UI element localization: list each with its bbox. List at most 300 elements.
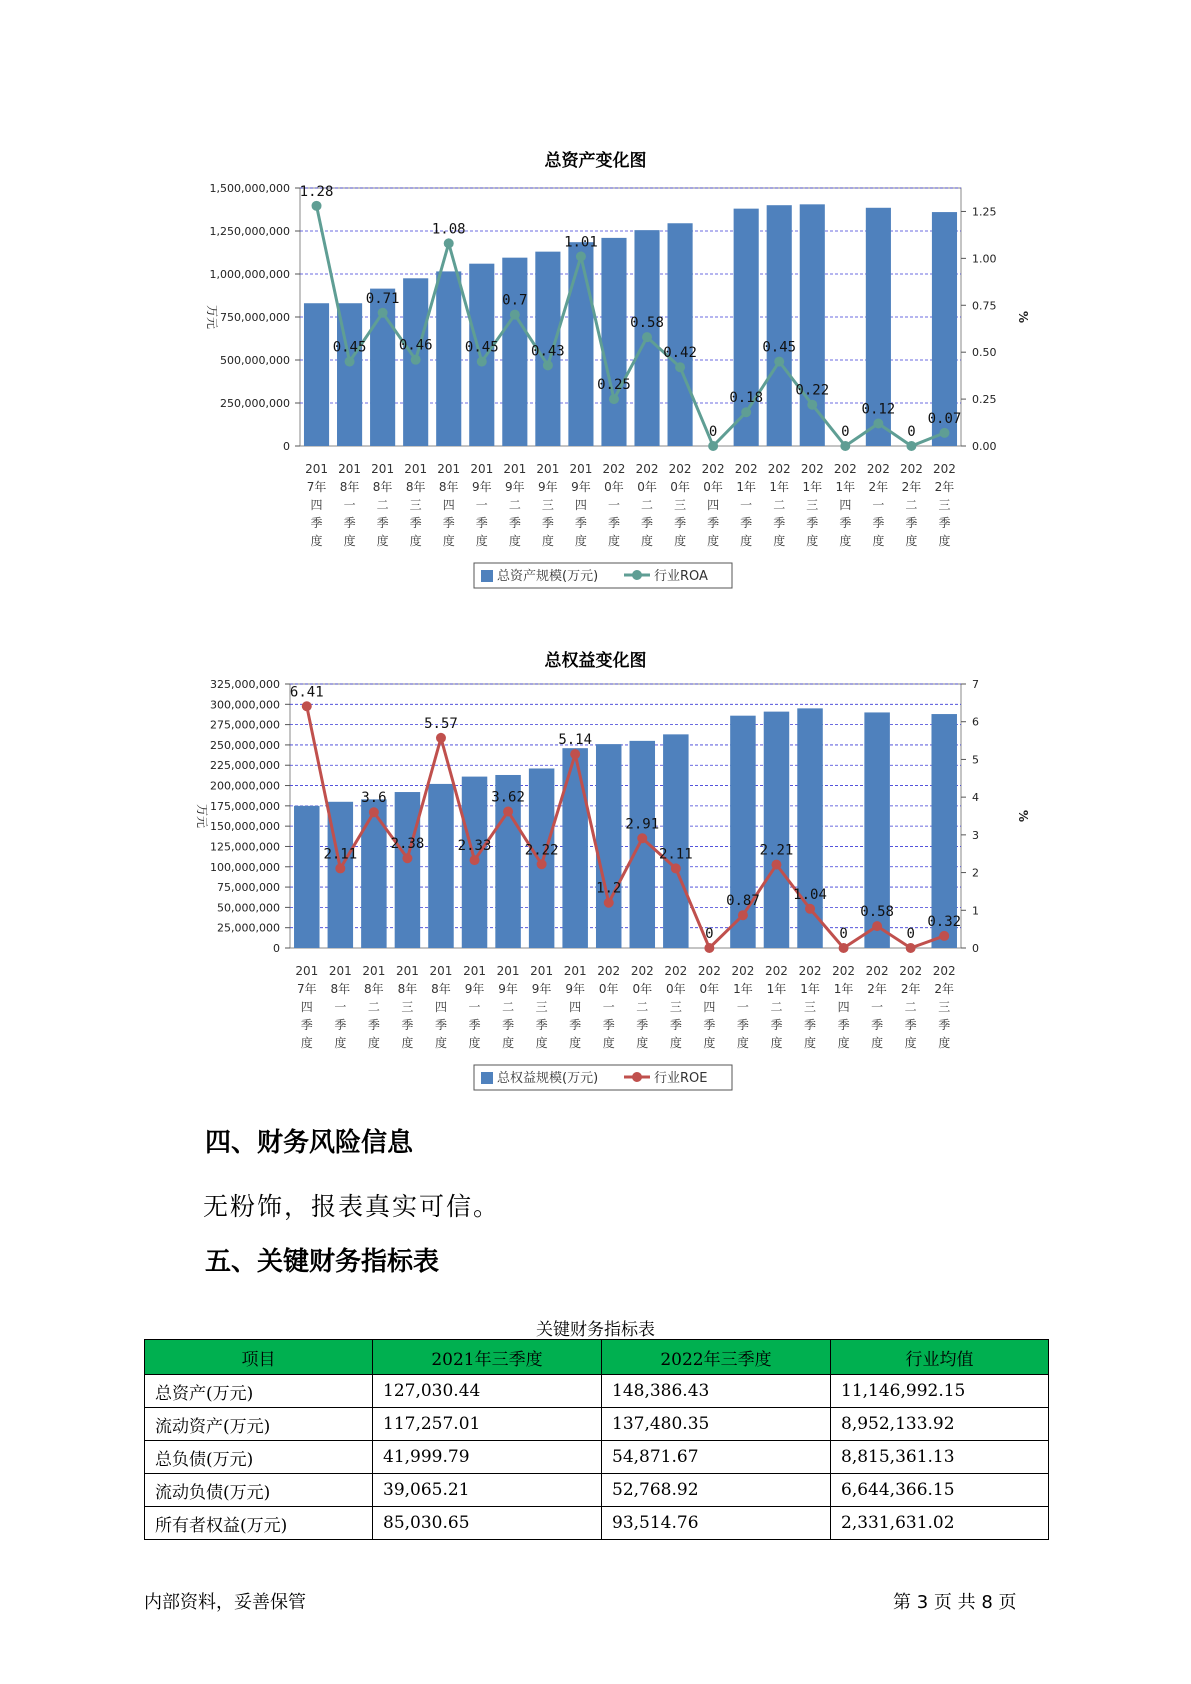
- x-tick-part: 季: [343, 516, 356, 530]
- x-tick-part: 201: [463, 964, 486, 978]
- line-point: [906, 441, 916, 451]
- cell: 8,952,133.92: [831, 1408, 1049, 1441]
- x-tick-part: 季: [674, 516, 687, 530]
- x-tick-part: 季: [376, 516, 389, 530]
- x-tick-part: 7年: [296, 982, 317, 996]
- x-tick-part: 四: [300, 1000, 313, 1014]
- legend-bar-label: 总权益规模(万元): [497, 1071, 599, 1086]
- x-tick-part: 9年: [471, 480, 492, 494]
- line-point: [906, 943, 916, 953]
- x-tick-part: 三: [669, 1000, 682, 1014]
- x-tick-part: 201: [338, 462, 362, 476]
- x-tick-part: 9年: [538, 480, 558, 494]
- x-tick-part: 2年: [934, 480, 955, 494]
- y-tick-label: 25,000,000: [217, 921, 280, 935]
- y-tick-label: 250,000,000: [220, 397, 290, 410]
- y-tick-label: 150,000,000: [210, 820, 280, 834]
- x-tick-part: 201: [437, 462, 461, 476]
- total-equity-chart: [0, 676, 1191, 1096]
- data-label: 0.22: [795, 382, 830, 399]
- x-tick-part: 202: [597, 964, 621, 978]
- x-tick-part: 季: [904, 1018, 917, 1032]
- x-tick-part: 二: [905, 498, 918, 512]
- x-tick-part: 度: [872, 534, 885, 548]
- x-tick-part: 202: [798, 964, 822, 978]
- x-tick-part: 度: [434, 1036, 447, 1050]
- data-label: 0.45: [762, 339, 797, 356]
- x-tick-part: 度: [343, 534, 356, 548]
- data-label: 0.32: [927, 913, 962, 930]
- line-point: [704, 943, 714, 953]
- bar: [596, 744, 621, 948]
- x-tick-part: 度: [674, 534, 687, 548]
- x-tick-label: [404, 462, 427, 548]
- table-header-row: [145, 1340, 1049, 1375]
- data-label: 0.45: [464, 339, 499, 356]
- x-tick-label: [329, 964, 352, 1050]
- x-tick-label: [597, 964, 620, 1050]
- data-label: 1.01: [564, 234, 598, 251]
- line-point: [345, 357, 355, 367]
- y-tick-label: 325,000,000: [210, 678, 280, 691]
- table-row: [145, 1441, 1049, 1474]
- data-label: 0.07: [927, 410, 962, 427]
- x-tick-label: [497, 964, 520, 1050]
- x-tick-part: 度: [773, 534, 786, 548]
- y-tick-label: 500,000,000: [220, 354, 290, 367]
- x-tick-part: 季: [669, 1018, 682, 1032]
- data-label: 1.2: [596, 880, 622, 897]
- cell: 137,480.35: [602, 1408, 831, 1441]
- x-tick-part: 202: [697, 964, 721, 978]
- bar: [668, 223, 693, 446]
- x-tick-part: 9年: [498, 982, 518, 996]
- x-tick-part: 度: [300, 1036, 313, 1050]
- bar: [436, 271, 461, 446]
- line-point: [470, 855, 480, 865]
- data-label: 2.21: [759, 842, 794, 859]
- x-tick-part: 四: [442, 498, 455, 512]
- x-tick-label: [636, 462, 659, 548]
- x-tick-part: 202: [899, 964, 923, 978]
- x-tick-part: 201: [371, 462, 395, 476]
- x-tick-part: 9年: [565, 982, 585, 996]
- cell: 8,815,361.13: [831, 1441, 1049, 1474]
- x-tick-label: [867, 462, 890, 548]
- row-label: 流动资产(万元): [145, 1408, 373, 1441]
- x-tick-part: 季: [535, 1018, 548, 1032]
- data-label: 2.38: [390, 836, 425, 853]
- x-tick-part: 度: [804, 1036, 817, 1050]
- x-tick-part: 8年: [438, 480, 459, 494]
- x-tick-label: [765, 964, 788, 1050]
- cell: 6,644,366.15: [831, 1474, 1049, 1507]
- x-tick-label: [933, 964, 956, 1050]
- x-tick-part: 度: [334, 1036, 347, 1050]
- x-tick-label: [866, 964, 889, 1050]
- x-tick-part: 三: [401, 1000, 414, 1014]
- x-tick-part: 1年: [833, 982, 854, 996]
- y-axis-label: 万元: [195, 803, 209, 829]
- x-tick-part: 度: [740, 534, 753, 548]
- data-label: 0: [907, 424, 916, 440]
- x-tick-part: 202: [602, 462, 626, 476]
- x-tick-part: 一: [740, 498, 753, 512]
- x-tick-part: 9年: [505, 480, 525, 494]
- bar: [931, 714, 956, 948]
- x-tick-part: 三: [535, 1000, 548, 1014]
- x-tick-part: 度: [837, 1036, 850, 1050]
- cell: 85,030.65: [373, 1507, 602, 1540]
- data-label: 0.46: [398, 337, 433, 354]
- x-tick-label: [735, 462, 758, 548]
- data-label: 0: [705, 926, 714, 942]
- x-tick-label: [768, 462, 791, 548]
- line-point: [774, 357, 784, 367]
- y2-tick-label: 5: [972, 753, 979, 767]
- x-tick-part: 季: [804, 1018, 817, 1032]
- x-tick-part: 一: [343, 498, 356, 512]
- line-point: [312, 201, 322, 211]
- x-tick-part: 8年: [330, 982, 351, 996]
- x-tick-part: 度: [569, 1036, 582, 1050]
- data-label: 0.7: [502, 292, 528, 309]
- x-tick-part: 0年: [699, 982, 720, 996]
- x-tick-part: 季: [703, 1018, 716, 1032]
- line-point: [503, 806, 513, 816]
- line-point: [335, 863, 345, 873]
- line-point: [805, 904, 815, 914]
- y2-tick-label: 4: [972, 791, 979, 805]
- y-tick-label: 100,000,000: [210, 860, 280, 874]
- y2-tick-label: 0.25: [972, 393, 997, 407]
- x-tick-part: 季: [300, 1018, 313, 1032]
- x-tick-part: 度: [641, 534, 654, 548]
- x-tick-part: 四: [310, 498, 323, 512]
- x-tick-part: 9年: [571, 480, 591, 494]
- line-point: [771, 860, 781, 870]
- x-tick-part: 三: [409, 498, 422, 512]
- row-label: 流动负债(万元): [145, 1474, 373, 1507]
- x-tick-part: 0年: [632, 982, 653, 996]
- chart2-title: 总权益变化图: [544, 651, 647, 671]
- x-tick-part: 1年: [733, 982, 753, 996]
- y2-tick-label: 7: [972, 678, 979, 691]
- x-tick-part: 度: [376, 534, 389, 548]
- legend-swatch-bar: [481, 1072, 493, 1084]
- y-tick-label: 1,000,000,000: [209, 268, 290, 281]
- data-label: 2.33: [457, 838, 492, 855]
- x-tick-part: 201: [536, 462, 560, 476]
- x-tick-part: 202: [734, 462, 758, 476]
- footer-page-number: 第 3 页 共 8 页: [893, 1592, 1017, 1613]
- table-row: [145, 1474, 1049, 1507]
- x-tick-part: 季: [707, 516, 720, 530]
- x-tick-part: 202: [800, 462, 824, 476]
- x-tick-part: 度: [669, 1036, 682, 1050]
- row-label: 总资产(万元): [145, 1375, 373, 1408]
- x-tick-part: 202: [932, 964, 956, 978]
- x-tick-part: 0年: [666, 982, 686, 996]
- y2-tick-label: 0.00: [972, 440, 997, 453]
- x-tick-part: 二: [641, 498, 654, 512]
- cell: 127,030.44: [373, 1375, 602, 1408]
- x-tick-part: 季: [574, 516, 587, 530]
- x-tick-part: 度: [401, 1036, 414, 1050]
- x-tick-part: 0年: [604, 480, 624, 494]
- header-item: 项目: [145, 1340, 373, 1375]
- cell: 54,871.67: [602, 1441, 831, 1474]
- y2-axis-label: %: [1016, 809, 1030, 823]
- legend-line-marker: [632, 1072, 642, 1082]
- y2-tick-label: 1.00: [972, 252, 997, 266]
- header-industry-avg: 行业均值: [831, 1340, 1049, 1375]
- line-point: [369, 807, 379, 817]
- x-tick-part: 季: [502, 1018, 515, 1032]
- cell: 52,768.92: [602, 1474, 831, 1507]
- x-tick-label: [503, 462, 526, 548]
- data-label: 0.71: [365, 290, 400, 307]
- x-tick-part: 四: [569, 1000, 582, 1014]
- x-tick-label: [631, 964, 654, 1050]
- x-tick-label: [799, 964, 822, 1050]
- data-label: 0.43: [531, 343, 565, 360]
- x-tick-label: [731, 964, 754, 1050]
- x-tick-part: 季: [938, 516, 951, 530]
- x-tick-part: 四: [574, 498, 587, 512]
- data-label: 5.14: [558, 732, 593, 749]
- x-tick-part: 季: [468, 1018, 481, 1032]
- x-tick-part: 201: [470, 462, 494, 476]
- x-tick-part: 202: [767, 462, 791, 476]
- x-tick-label: [430, 964, 453, 1050]
- y2-tick-label: 0.75: [972, 299, 997, 313]
- x-tick-part: 度: [871, 1036, 884, 1050]
- x-tick-label: [295, 964, 318, 1050]
- x-tick-part: 202: [866, 462, 890, 476]
- x-tick-part: 8年: [372, 480, 393, 494]
- x-tick-part: 度: [636, 1036, 649, 1050]
- x-tick-label: [564, 964, 587, 1050]
- line-point: [436, 733, 446, 743]
- x-tick-part: 度: [367, 1036, 380, 1050]
- x-tick-part: 二: [508, 498, 521, 512]
- x-tick-part: 1年: [835, 480, 856, 494]
- data-label: 0.87: [726, 893, 760, 910]
- line-point: [609, 394, 619, 404]
- x-tick-part: 201: [295, 964, 319, 978]
- legend-line-label: 行业ROE: [654, 1071, 708, 1086]
- bar: [361, 799, 386, 948]
- x-tick-part: 一: [736, 1000, 749, 1014]
- header-2021q3: 2021年三季度: [373, 1340, 602, 1375]
- x-tick-label: [899, 964, 922, 1050]
- x-tick-label: [362, 964, 385, 1050]
- x-tick-part: 202: [865, 964, 889, 978]
- x-tick-part: 四: [837, 1000, 850, 1014]
- data-label: 0.18: [729, 390, 764, 407]
- x-tick-part: 二: [376, 498, 389, 512]
- x-tick-part: 季: [541, 516, 554, 530]
- x-tick-label: [702, 462, 725, 548]
- line-point: [675, 362, 685, 372]
- cell: 93,514.76: [602, 1507, 831, 1540]
- line-point: [708, 441, 718, 451]
- cell: 41,999.79: [373, 1441, 602, 1474]
- x-tick-label: [603, 462, 626, 548]
- line-point: [402, 853, 412, 863]
- x-tick-part: 度: [904, 1036, 917, 1050]
- x-tick-part: 季: [434, 1018, 447, 1032]
- line-point: [604, 898, 614, 908]
- y-tick-label: 275,000,000: [210, 718, 280, 732]
- bar: [663, 734, 688, 948]
- key-financial-table: [144, 1339, 1049, 1540]
- legend-line-label: 行业ROA: [654, 569, 708, 584]
- x-tick-part: 度: [806, 534, 819, 548]
- x-tick-part: 0年: [703, 480, 723, 494]
- x-tick-label: [463, 964, 486, 1050]
- x-tick-part: 201: [395, 964, 419, 978]
- data-label: 0.45: [332, 339, 367, 356]
- x-tick-part: 二: [904, 1000, 917, 1014]
- x-tick-label: [338, 462, 361, 548]
- x-tick-part: 度: [508, 534, 521, 548]
- x-tick-part: 三: [806, 498, 819, 512]
- x-tick-part: 季: [837, 1018, 850, 1032]
- x-tick-part: 二: [636, 1000, 649, 1014]
- x-tick-label: [832, 964, 855, 1050]
- x-tick-part: 8年: [397, 982, 418, 996]
- cell: 148,386.43: [602, 1375, 831, 1408]
- table-row: [145, 1507, 1049, 1540]
- x-tick-part: 季: [310, 516, 323, 530]
- legend-swatch-bar: [481, 570, 493, 582]
- line-point: [939, 931, 949, 941]
- x-tick-part: 8年: [364, 982, 384, 996]
- data-label: 2.91: [625, 816, 660, 833]
- x-tick-part: 四: [703, 1000, 716, 1014]
- x-tick-label: [834, 462, 857, 548]
- y-tick-label: 0: [273, 942, 280, 955]
- x-tick-part: 0年: [670, 480, 690, 494]
- x-tick-part: 2年: [867, 982, 887, 996]
- line-point: [637, 833, 647, 843]
- y-tick-label: 300,000,000: [210, 698, 280, 712]
- x-tick-part: 202: [833, 462, 857, 476]
- x-tick-part: 季: [871, 1018, 884, 1032]
- data-label: 0.42: [663, 345, 697, 362]
- data-label: 1.08: [431, 221, 466, 238]
- x-tick-part: 9年: [531, 982, 552, 996]
- data-label: 0: [839, 926, 848, 942]
- x-tick-part: 202: [635, 462, 659, 476]
- x-tick-part: 二: [367, 1000, 380, 1014]
- x-tick-part: 201: [305, 462, 328, 476]
- y-axis-label: 万元: [205, 304, 219, 330]
- x-tick-part: 一: [468, 1000, 481, 1014]
- x-tick-part: 2年: [868, 480, 889, 494]
- x-tick-part: 季: [569, 1018, 582, 1032]
- line-point: [807, 400, 817, 410]
- x-tick-part: 度: [409, 534, 422, 548]
- legend-bar-label: 总资产规模(万元): [497, 569, 599, 584]
- x-tick-part: 度: [574, 534, 587, 548]
- x-tick-part: 季: [938, 1018, 951, 1032]
- x-tick-part: 度: [541, 534, 554, 548]
- row-label: 所有者权益(万元): [145, 1507, 373, 1540]
- x-tick-part: 季: [602, 1018, 615, 1032]
- y-tick-label: 225,000,000: [210, 759, 280, 773]
- line-point: [444, 238, 454, 248]
- bar: [601, 238, 626, 446]
- cell: 39,065.21: [373, 1474, 602, 1507]
- x-tick-part: 一: [475, 498, 488, 512]
- line-point: [302, 701, 312, 711]
- x-tick-part: 三: [938, 1000, 951, 1014]
- x-tick-part: 季: [607, 516, 620, 530]
- x-tick-label: [437, 462, 460, 548]
- section5-heading: 五、关键财务指标表: [205, 1247, 440, 1277]
- data-label: 0: [708, 424, 718, 440]
- x-tick-part: 季: [736, 1018, 749, 1032]
- line-point: [378, 308, 388, 318]
- line-point: [840, 441, 850, 451]
- x-tick-part: 202: [899, 462, 923, 476]
- bar: [502, 258, 527, 446]
- data-label: 6.41: [289, 684, 324, 701]
- x-tick-part: 季: [409, 516, 422, 530]
- line-point: [510, 310, 520, 320]
- data-label: 0: [906, 926, 915, 942]
- y2-tick-label: 0: [972, 942, 979, 955]
- table-row: [145, 1375, 1049, 1408]
- footer-confidential: 内部资料，妥善保管: [144, 1592, 306, 1613]
- data-label: 3.6: [361, 790, 387, 807]
- bar: [304, 303, 329, 446]
- x-tick-label: [900, 462, 923, 548]
- x-tick-part: 度: [707, 534, 720, 548]
- x-tick-label: [530, 964, 553, 1050]
- x-tick-part: 2年: [900, 982, 921, 996]
- x-tick-part: 二: [770, 1000, 783, 1014]
- x-tick-part: 季: [367, 1018, 380, 1032]
- x-tick-part: 8年: [431, 982, 451, 996]
- x-tick-part: 度: [703, 1036, 716, 1050]
- bar: [568, 242, 593, 446]
- x-tick-part: 2年: [934, 982, 955, 996]
- x-tick-part: 度: [770, 1036, 783, 1050]
- x-tick-label: [933, 462, 956, 548]
- x-tick-part: 度: [310, 534, 323, 548]
- x-tick-part: 一: [602, 1000, 615, 1014]
- x-tick-part: 202: [933, 462, 956, 476]
- bar: [562, 748, 587, 948]
- x-tick-part: 季: [508, 516, 521, 530]
- x-tick-part: 度: [736, 1036, 749, 1050]
- y-tick-label: 0: [283, 440, 290, 453]
- x-tick-part: 季: [773, 516, 786, 530]
- line-point: [872, 921, 882, 931]
- line-point: [576, 251, 586, 261]
- data-label: 0.58: [860, 904, 894, 921]
- y-tick-label: 50,000,000: [217, 901, 280, 915]
- bar: [767, 205, 792, 446]
- y2-tick-label: 0.50: [972, 346, 997, 360]
- x-tick-part: 7年: [306, 480, 327, 494]
- x-tick-part: 1年: [769, 480, 790, 494]
- bar: [428, 784, 453, 948]
